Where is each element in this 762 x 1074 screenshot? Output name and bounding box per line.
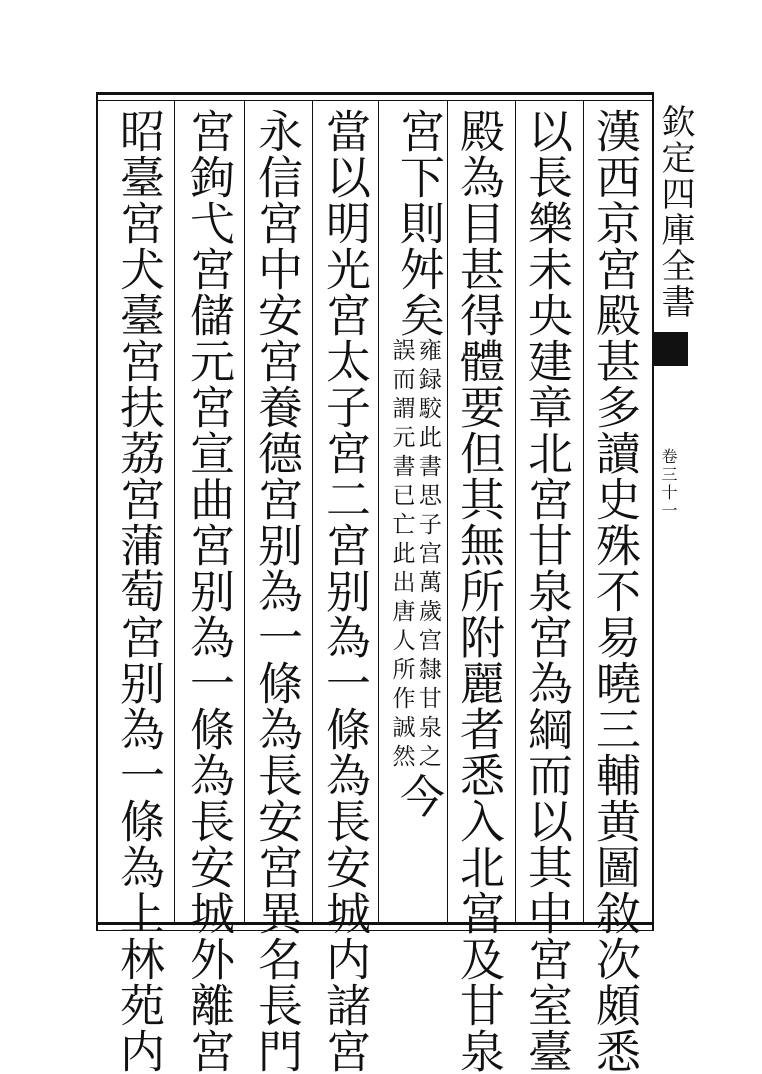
column-divider — [174, 100, 175, 922]
column-divider — [515, 100, 516, 922]
text-column-1 — [588, 108, 641, 1074]
column-divider — [312, 100, 313, 922]
column-divider — [378, 100, 379, 922]
column-text: 以長樂未央建章北宮甘泉宮為綱而以其中宮室臺 — [520, 108, 573, 1074]
column-divider — [447, 100, 448, 922]
column-text: 宮下則舛矣 — [391, 108, 445, 338]
annotation-note — [388, 338, 441, 773]
column-text: 永信宮中安宮養德宮别為一條為長安宮異名長門 — [250, 108, 303, 1074]
column-text: 昭臺宮犬臺宮扶荔宮蒲萄宮别為一條為上林苑内 — [112, 108, 165, 1074]
juan-number: 卷三十一 — [659, 448, 678, 520]
annotation-note-left: 誤而謂元書已亡此出唐人所作誠然 — [388, 338, 415, 773]
text-column-4 — [388, 108, 445, 918]
text-column-5 — [318, 108, 371, 1074]
column-divider — [244, 100, 245, 922]
text-column-6 — [250, 108, 303, 1074]
fish-tail-mark — [654, 332, 688, 366]
column-text: 漢西京宮殿甚多讀史殊不易曉三輔黄圖敘次頗悉 — [588, 108, 641, 1074]
text-column-3 — [452, 108, 505, 1074]
text-column-8 — [112, 108, 165, 1074]
column-text-tail: 今 — [391, 773, 445, 819]
text-column-7 — [182, 108, 235, 1074]
annotation-note-right: 雍録駮此書思子宫萬歲宫隸甘泉之 — [414, 338, 441, 773]
collection-title: 欽定四庫全書 — [655, 104, 695, 320]
column-text: 宮鉤弋宮儲元宮宣曲宮别為一條為長安城外離宮 — [182, 108, 235, 1074]
frame-left-rule — [96, 92, 98, 930]
column-text: 殿為目甚得體要但其無所附麗者悉入北宮及甘泉 — [452, 108, 505, 1074]
column-divider — [583, 100, 584, 922]
frame-top-rule — [96, 92, 654, 95]
text-column-2 — [520, 108, 573, 1074]
frame-top-inner-rule — [96, 100, 654, 101]
column-text: 當以明光宮太子宮二宮别為一條為長安城内諸宮 — [318, 108, 371, 1074]
